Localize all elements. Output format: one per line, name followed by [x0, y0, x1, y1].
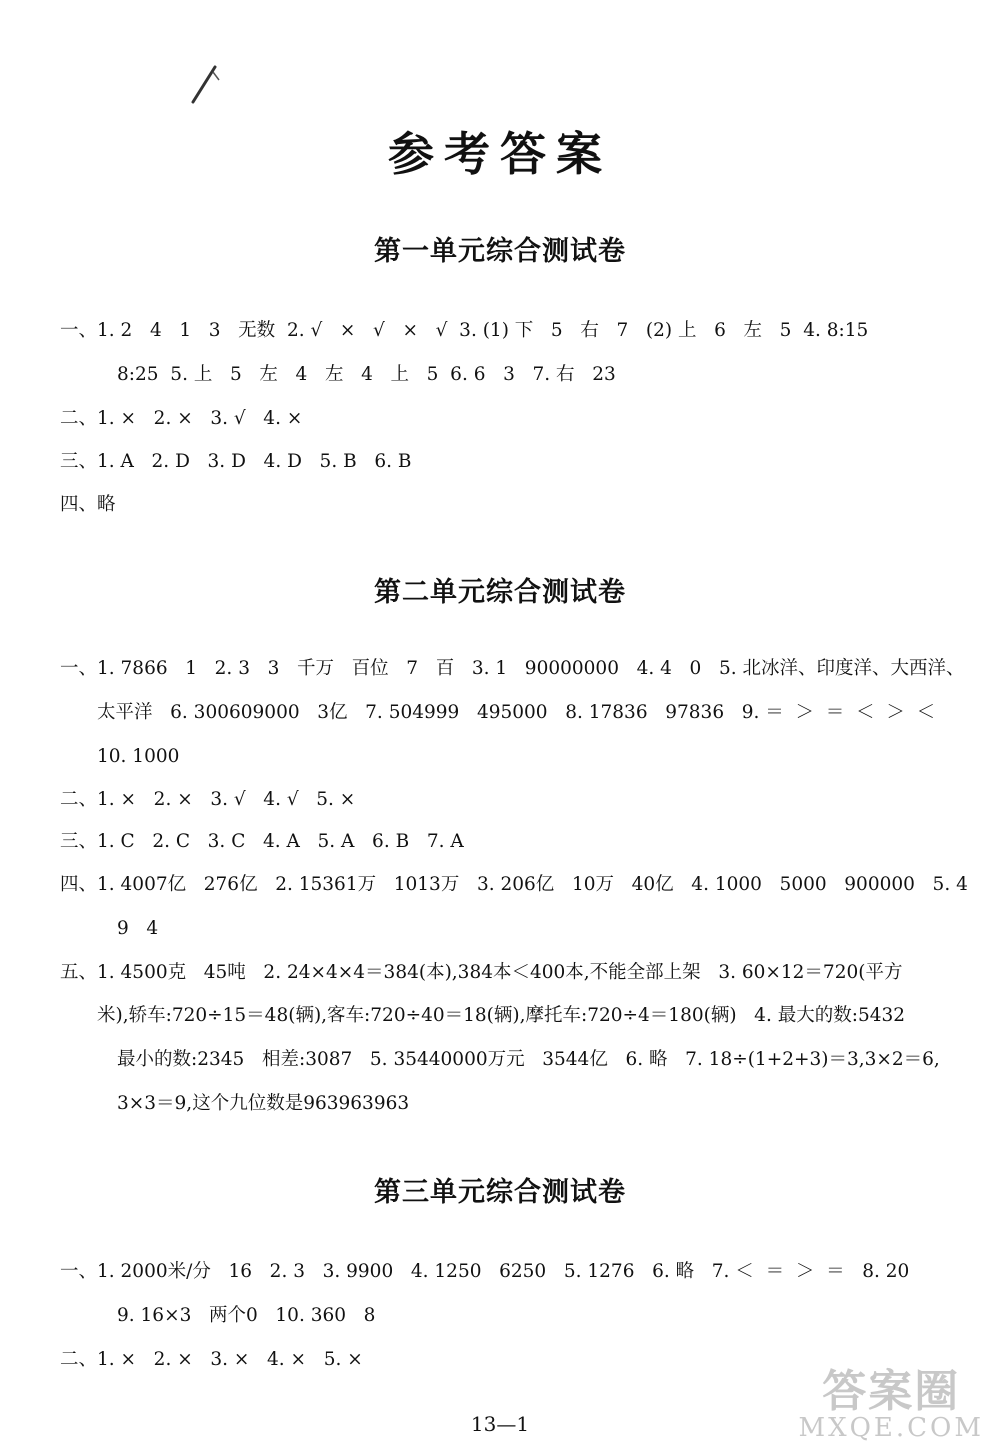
answer-line: 一、1. 2000米/分 16 2. 3 3. 9900 4. 1250 6250 5. 1276 6. 略 7. ＜ ＝ ＞ ＝ 8. 20 [60, 1261, 910, 1282]
section-title-unit-1: 第一单元综合测试卷 [374, 236, 626, 267]
section-title-unit-2: 第二单元综合测试卷 [374, 577, 626, 608]
answer-line: 四、1. 4007亿 276亿 2. 15361万 1013万 3. 206亿 10万 40亿 4. 1000 5000 900000 5. 4 [60, 874, 968, 895]
section-title-unit-3: 第三单元综合测试卷 [374, 1177, 626, 1208]
answer-line: 二、1. × 2. × 3. √ 4. √ 5. × [60, 789, 356, 810]
page-number: 13—1 [470, 1412, 530, 1436]
answer-line: 太平洋 6. 300609000 3亿 7. 504999 495000 8. 17836 97836 9. ＝ ＞ ＝ ＜ ＞ ＜ [97, 702, 936, 723]
answer-line: 一、1. 7866 1 2. 3 3 千万 百位 7 百 3. 1 90000000 4. 4 0 5. 北冰洋、印度洋、大西洋、 [60, 658, 965, 679]
watermark-text: 答案圈 [822, 1366, 961, 1417]
page-title: 参考答案 [388, 127, 612, 181]
answer-line: 二、1. × 2. × 3. √ 4. × [60, 408, 303, 429]
answer-line: 四、略 [60, 494, 116, 515]
watermark-url: MXQE.COM [798, 1413, 984, 1443]
watermark-logo [798, 1355, 984, 1443]
answer-line: 8:25 5. 上 5 左 4 左 4 上 5 6. 6 3 7. 右 23 [117, 364, 616, 385]
answer-line: 五、1. 4500克 45吨 2. 24×4×4＝384(本),384本＜400本,不能全部上架 3. 60×12＝720(平方 [60, 962, 903, 983]
answer-line: 3×3＝9,这个九位数是963963963 [117, 1093, 410, 1114]
answer-line: 9 4 [117, 918, 159, 939]
answer-line: 二、1. × 2. × 3. × 4. × 5. × [60, 1349, 363, 1370]
pen-stroke-mark [185, 62, 225, 107]
answer-line: 10. 1000 [97, 746, 180, 767]
answer-line: 一、1. 2 4 1 3 无数 2. √ × √ × √ 3. (1) 下 5 右 7 (2) 上 6 左 5 4. 8:15 [60, 320, 869, 341]
answer-line: 9. 16×3 两个0 10. 360 8 [117, 1305, 376, 1326]
answer-line: 三、1. C 2. C 3. C 4. A 5. A 6. B 7. A [60, 831, 464, 852]
answer-line: 米),轿车:720÷15＝48(辆),客车:720÷40＝18(辆),摩托车:720÷4＝180(辆) 4. 最大的数:5432 [97, 1005, 906, 1026]
answer-line: 三、1. A 2. D 3. D 4. D 5. B 6. B [60, 451, 412, 472]
answer-line: 最小的数:2345 相差:3087 5. 35440000万元 3544亿 6. 略 7. 18÷(1+2+3)＝3,3×2＝6, [117, 1049, 940, 1070]
